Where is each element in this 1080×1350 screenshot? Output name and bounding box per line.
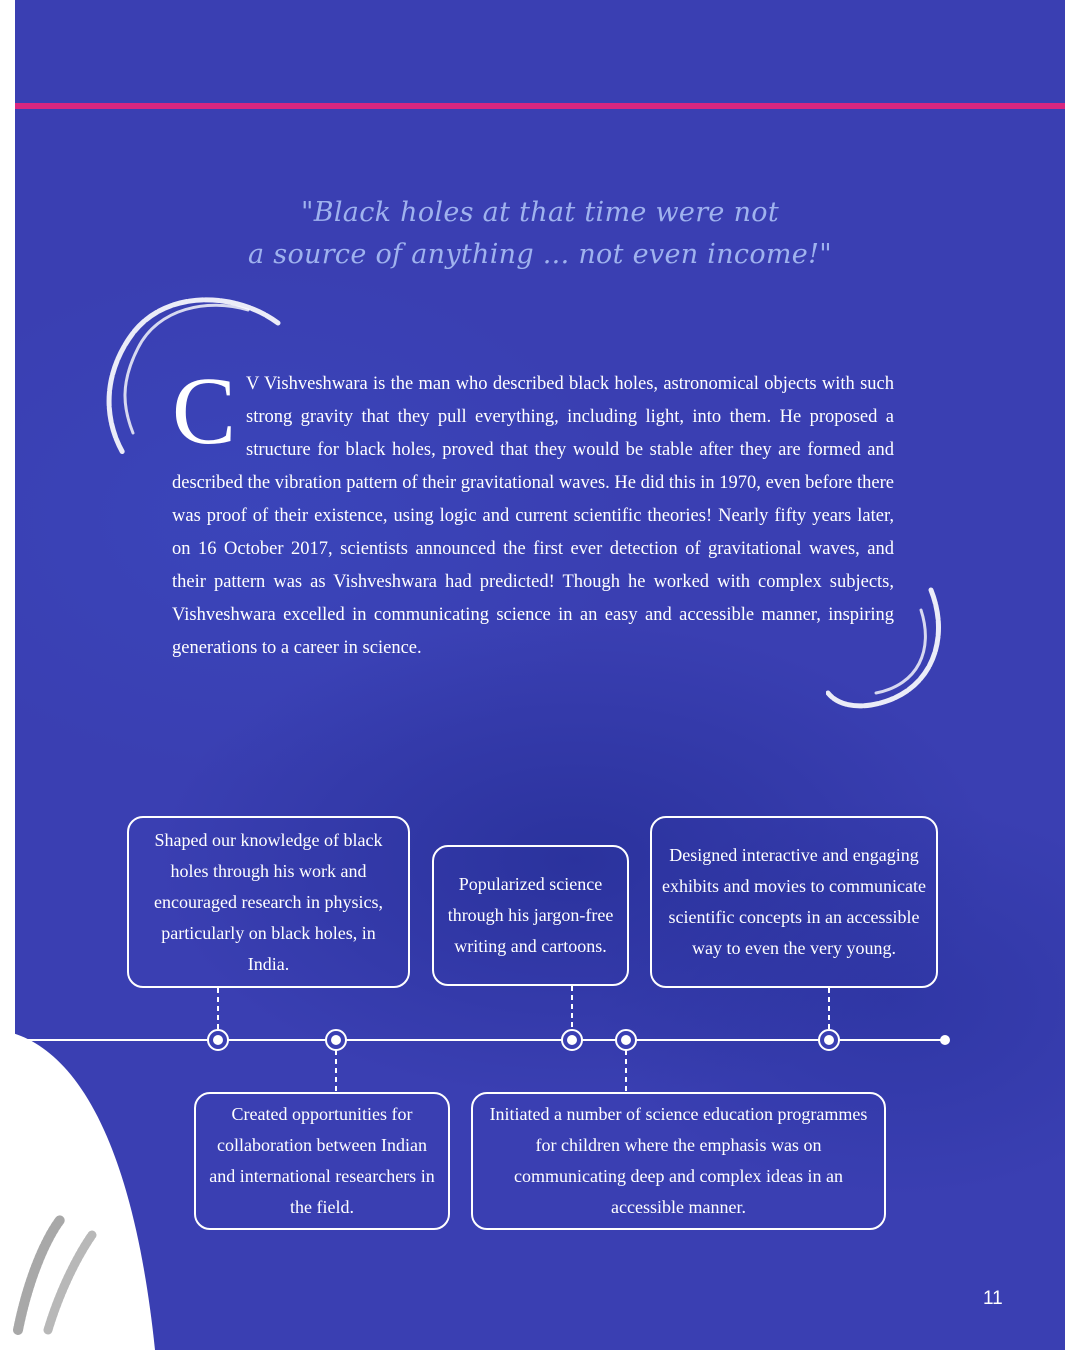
timeline-box-education [471, 1092, 886, 1230]
timeline-node-1 [208, 1030, 228, 1050]
timeline-box-text: Designed interactive and engaging exhibits and movies to communicate scientific concepts in an accessible way to even the very young. [662, 845, 926, 958]
timeline-node-3 [562, 1030, 582, 1050]
timeline-box-collaboration [194, 1092, 450, 1230]
drop-cap: C [172, 357, 237, 464]
timeline-end-dot [940, 1035, 950, 1045]
timeline-box-text: Initiated a number of science education programmes for children where the emphasis was on communicating deep and complex ideas in an accessible manner. [489, 1104, 868, 1217]
timeline-node-5 [819, 1030, 839, 1050]
timeline-box-popularized [432, 845, 629, 986]
quote-line-2: a source of anything ... not even income!" [248, 239, 832, 270]
page-number: 11 [983, 1288, 1003, 1309]
timeline-node-2 [326, 1030, 346, 1050]
timeline-box-text: Popularized science through his jargon-free writing and cartoons. [447, 874, 614, 956]
timeline-box-text: Created opportunities for collaboration between Indian and international researchers in the field. [209, 1104, 435, 1217]
timeline-box-text: Shaped our knowledge of black holes through his work and encouraged research in physics, particularly on black holes, in India. [154, 829, 383, 974]
timeline-node-4 [616, 1030, 636, 1050]
timeline-box-knowledge [127, 816, 410, 988]
timeline-box-exhibits [650, 816, 938, 988]
article-text: V Vishveshwara is the man who described black holes, astronomical objects with such strong gravity that they pull everything, including light, into them. He proposed a structure for black holes, proved that they would be stable after they are formed and described the vibration pattern of their gravitational waves. He did this in 1970, even before there was proof of their existence, using logic and current scientific theories! Nearly fifty years later, on 16 October 2017, scientists announced the first ever detection of gravitational waves, and their pattern was as Vishveshwara had predicted! Though he worked with complex subjects, Vishveshwara excelled in communicating science in an easy and accessible manner, inspiring generations to a career in science. [172, 374, 894, 658]
quote-line-1: "Black holes at that time were not [301, 197, 779, 228]
